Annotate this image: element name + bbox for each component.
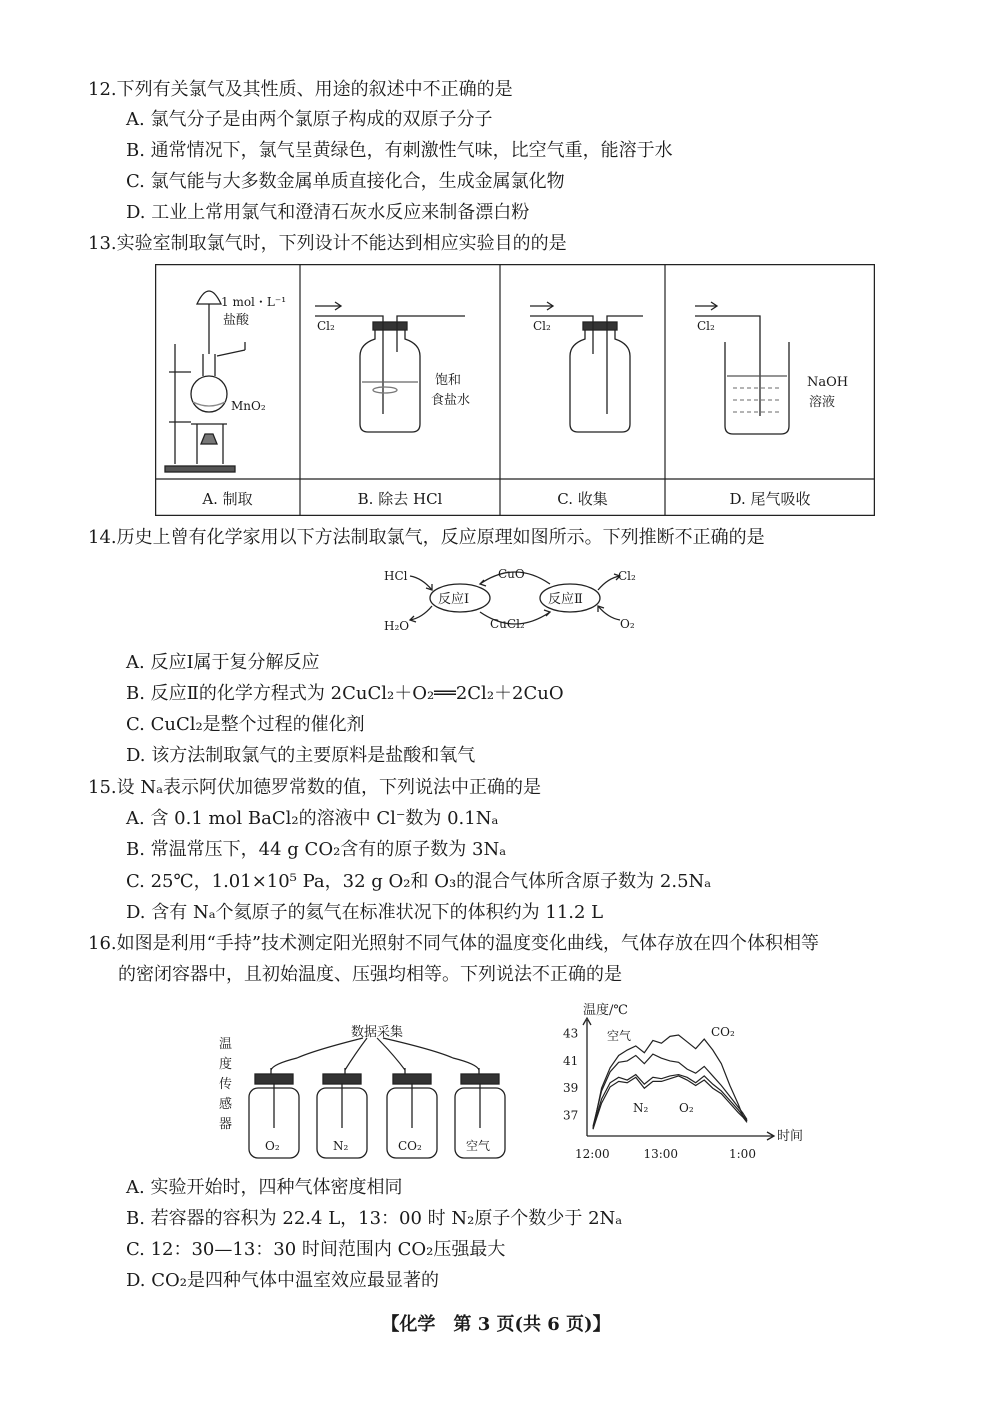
d-cl2-label: Cl₂ — [697, 319, 715, 333]
chart-series-label-2: N₂ — [633, 1101, 649, 1115]
page-footer: 【化学 第 3 页(共 6 页)】 — [381, 1314, 611, 1335]
chart-xtick-0: 12:00 — [575, 1147, 610, 1161]
q15-stem: 15.设 Nₐ表示阿伏加德罗常数的值，下列说法中正确的是 — [88, 777, 542, 798]
b-sol1-label: 饱和 — [435, 373, 462, 388]
chart-series-line-1 — [593, 1054, 747, 1126]
sensor-char-2: 度 — [219, 1057, 233, 1072]
q14-option-a: A. 反应Ⅰ属于复分解反应 — [126, 652, 320, 673]
q15-option-c: C. 25℃，1.01×10⁵ Pa，32 g O₂和 O₃的混合气体所含原子数为 2.5Nₐ — [126, 871, 712, 892]
bottle-air: 空气 — [466, 1139, 491, 1153]
sensor-char-4: 感 — [219, 1097, 233, 1112]
chart-xtick-1: 13:00 — [643, 1147, 679, 1161]
q13-label-c: C. 收集 — [557, 490, 608, 508]
q13-label-b: B. 除去 HCl — [357, 490, 443, 508]
q14-option-c: C. CuCl₂是整个过程的催化剂 — [126, 714, 365, 735]
apparatus-b-wash-bottle — [315, 302, 465, 432]
q16-option-a: A. 实验开始时，四种气体密度相同 — [126, 1177, 403, 1198]
q12-option-d: D. 工业上常用氯气和澄清石灰水反应来制备漂白粉 — [126, 202, 530, 223]
chart-ytick-3: 43 — [563, 1026, 579, 1041]
sensor-char-5: 器 — [219, 1117, 233, 1132]
chart-series-label-0: CO₂ — [711, 1025, 735, 1039]
q14-option-d: D. 该方法制取氯气的主要原料是盐酸和氧气 — [126, 745, 476, 766]
sensor-char-3: 传 — [219, 1077, 233, 1092]
q14-option-b: B. 反应Ⅱ的化学方程式为 2CuCl₂＋O₂══2Cl₂＋2CuO — [126, 683, 564, 704]
q16-option-b: B. 若容器的容积为 22.4 L，13：00 时 N₂原子个数少于 2Nₐ — [126, 1208, 623, 1229]
a-solid-label: MnO₂ — [231, 399, 266, 413]
b-cl2-label: Cl₂ — [317, 319, 335, 333]
chart-series-line-0 — [593, 1035, 747, 1129]
a-conc-label: 1 mol・L⁻¹ — [221, 295, 287, 309]
chart-series-label-3: O₂ — [679, 1101, 694, 1115]
chart-xtick-2: 1:00 — [729, 1147, 756, 1161]
chart-ytick-0: 37 — [563, 1108, 579, 1123]
q12-option-b: B. 通常情况下，氯气呈黄绿色，有刺激性气味，比空气重，能溶于水 — [126, 140, 673, 161]
diagram-reaction-2: 反应Ⅱ — [548, 592, 583, 607]
q14-reaction-cycle-diagram — [380, 558, 650, 640]
q15-option-d: D. 含有 Nₐ个氦原子的氦气在标准状况下的体积约为 11.2 L — [126, 902, 604, 923]
diagram-h2o: H₂O — [384, 619, 410, 633]
setup-title: 数据采集 — [351, 1025, 404, 1040]
q16-stem-line2: 的密闭容器中，且初始温度、压强均相等。下列说法不正确的是 — [118, 964, 622, 985]
temperature-chart — [545, 998, 820, 1166]
q12-option-c: C. 氯气能与大多数金属单质直接化合，生成金属氯化物 — [126, 171, 565, 192]
diagram-cucl2: CuCl₂ — [490, 617, 525, 631]
q16-option-c: C. 12：30—13：30 时间范围内 CO₂压强最大 — [126, 1239, 506, 1260]
d-sol2-label: 溶液 — [809, 395, 836, 410]
q15-option-a: A. 含 0.1 mol BaCl₂的溶液中 Cl⁻数为 0.1Nₐ — [126, 808, 499, 829]
diagram-cl2: Cl₂ — [618, 569, 636, 583]
b-sol2-label: 食盐水 — [431, 393, 471, 408]
q13-stem: 13.实验室制取氯气时，下列设计不能达到相应实验目的的是 — [88, 233, 567, 254]
q15-option-b: B. 常温常压下，44 g CO₂含有的原子数为 3Nₐ — [126, 839, 507, 860]
q16-option-d: D. CO₂是四种气体中温室效应最显著的 — [126, 1270, 439, 1291]
diagram-hcl: HCl — [384, 569, 408, 583]
bottle-o2: O₂ — [265, 1139, 280, 1153]
a-acid-label: 盐酸 — [223, 313, 250, 328]
c-cl2-label: Cl₂ — [533, 319, 551, 333]
chart-series-label-1: 空气 — [607, 1029, 632, 1043]
chart-ytick-1: 39 — [563, 1081, 579, 1096]
q16-sensor-setup — [215, 1010, 515, 1165]
q13-apparatus-table — [155, 264, 875, 516]
d-sol1-label: NaOH — [807, 375, 849, 390]
bottle-co2: CO₂ — [398, 1139, 422, 1153]
q16-stem-line1: 16.如图是利用“手持”技术测定阳光照射不同气体的温度变化曲线，气体存放在四个体积相等 — [88, 933, 820, 954]
chart-ytick-2: 41 — [563, 1053, 579, 1068]
q13-label-d: D. 尾气吸收 — [729, 490, 811, 508]
diagram-o2: O₂ — [620, 617, 635, 631]
q12-option-a: A. 氯气分子是由两个氯原子构成的双原子分子 — [126, 109, 493, 130]
bottle-n2: N₂ — [333, 1139, 349, 1153]
chart-series-line-3 — [593, 1076, 747, 1129]
q14-stem: 14.历史上曾有化学家用以下方法制取氯气，反应原理如图所示。下列推断不正确的是 — [88, 527, 765, 548]
q12-stem: 12.下列有关氯气及其性质、用途的叙述中不正确的是 — [88, 79, 513, 100]
sensor-char-1: 温 — [219, 1037, 233, 1052]
diagram-cuo: CuO — [498, 567, 525, 581]
diagram-reaction-1: 反应Ⅰ — [438, 592, 470, 607]
chart-ylabel: 温度/℃ — [583, 1003, 628, 1018]
chart-xlabel: 时间 — [777, 1129, 804, 1144]
q13-label-a: A. 制取 — [202, 490, 253, 508]
